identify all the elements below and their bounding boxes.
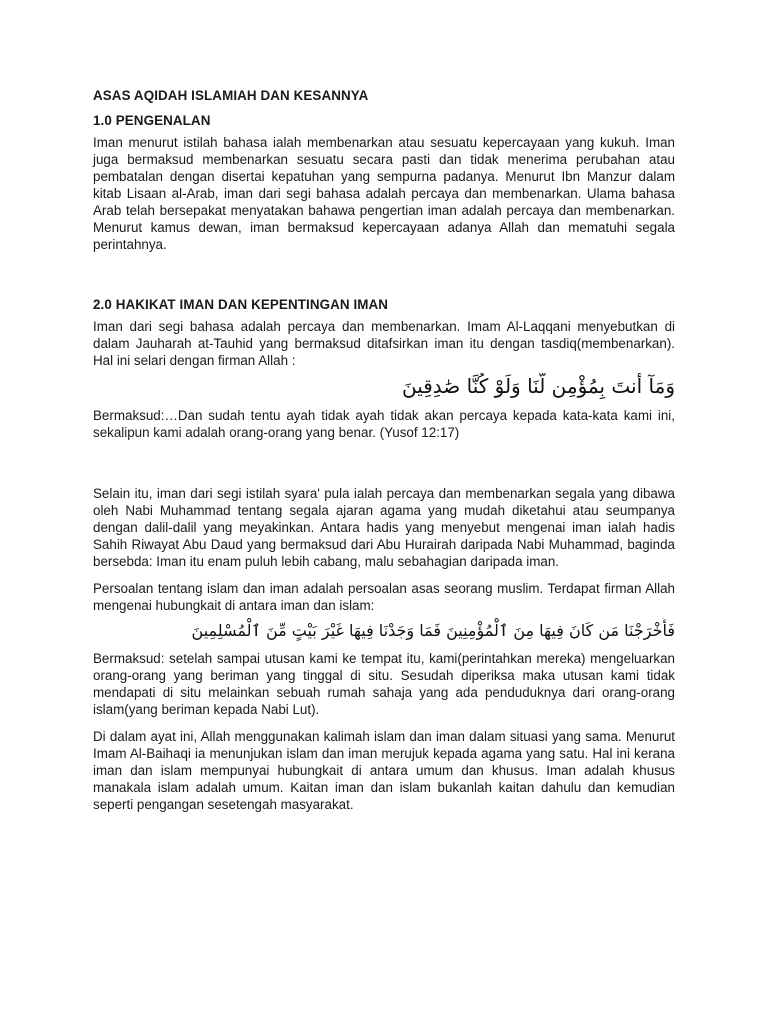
document-title: ASAS AQIDAH ISLAMIAH DAN KESANNYA	[93, 88, 369, 103]
paragraph-bermaksud-utusan: Bermaksud: setelah sampai utusan kami ke tempat itu, kami(perintahkan mereka) mengeluarkan orang-orang yang beriman yang tinggal di situ. Sesudah diperiksa maka utusan kami tidak mendapati di situ melainkan sebuah rumah sahaja yang ada penduduknya dari orang-orang islam(yang beriman kepada Nabi Lut).	[93, 651, 675, 717]
paragraph-kalimah-islam-iman: Di dalam ayat ini, Allah menggunakan kalimah islam dan iman dalam situasi yang sama. Menurut Imam Al-Baihaqi ia menunjukan islam dan iman merujuk kepada agama yang satu. Hal ini kerana iman dan islam mempunyai hubungkait di antara umum dan khusus. Iman adalah khusus manakala islam adalah umum. Kaitan iman dan islam bukanlah kaitan dahulu dan kemudian seperti pengangan sesetengah masyarakat.	[93, 729, 675, 812]
section-heading-pengenalan: 1.0 PENGENALAN	[93, 113, 211, 128]
arabic-verse-adh-dhariyat: فَأَخْرَجْنَا مَن كَانَ فِيهَا مِنَ ٱلْمُؤْمِنِينَ فَمَا وَجَدْنَا فِيهَا غَيْرَ بَيْتٍ مِّنَ ٱلْمُسْلِمِينَ	[191, 621, 675, 640]
paragraph-hakikat-iman-1: Iman dari segi bahasa adalah percaya dan membenarkan. Imam Al-Laqqani menyebutkan di dalam Jauharah at-Tauhid yang bermaksud ditafsirkan iman itu dengan tasdiq(membenarkan). Hal ini selari dengan firman Allah :	[93, 319, 675, 368]
section-heading-hakikat-iman: 2.0 HAKIKAT IMAN DAN KEPENTINGAN IMAN	[93, 297, 389, 312]
arabic-verse-yusof: وَمَآ أَنتَ بِمُؤْمِنٍ لَّنَا وَلَوْ كُنَّا صَٰدِقِينَ	[401, 374, 675, 398]
paragraph-bermaksud-yusof: Bermaksud:…Dan sudah tentu ayah tidak ayah tidak akan percaya kepada kata-kata kami ini, sekalipun kami adalah orang-orang yang benar. (Yusof 12:17)	[93, 408, 675, 440]
paragraph-iman-istilah-syara: Selain itu, iman dari segi istilah syara' pula ialah percaya dan membenarkan segala yang dibawa oleh Nabi Muhammad tentang segala ajaran agama yang mudah diketahui atau seumpanya dengan dalil-dalil yang meyakinkan. Antara hadis yang menyebut mengenai iman ialah hadis Sahih Riwayat Abu Daud yang bermaksud dari Abu Hurairah daripada Nabi Muhammad, baginda bersebda: Iman itu enam puluh lebih cabang, malu sebahagian daripada iman.	[93, 486, 675, 569]
paragraph-persoalan-islam-iman: Persoalan tentang islam dan iman adalah persoalan asas seorang muslim. Terdapat firman Allah mengenai hubungkait di antara iman dan islam:	[93, 581, 675, 613]
paragraph-pengenalan: Iman menurut istilah bahasa ialah membenarkan atau sesuatu kepercayaan yang kukuh. Iman juga bermaksud membenarkan sesuatu secara pasti dan tidak menerima perubahan atau pembatalan dengan disertai kepatuhan yang sempurna padanya. Menurut Ibn Manzur dalam kitab Lisaan al-Arab, iman dari segi bahasa adalah percaya dan membenarkan. Ulama bahasa Arab telah bersepakat menyatakan bahawa pengertian iman adalah percaya dan membenarkan. Menurut kamus dewan, iman bermaksud kepercayaan adanya Allah dan mematuhi segala perintahnya.	[93, 135, 675, 252]
